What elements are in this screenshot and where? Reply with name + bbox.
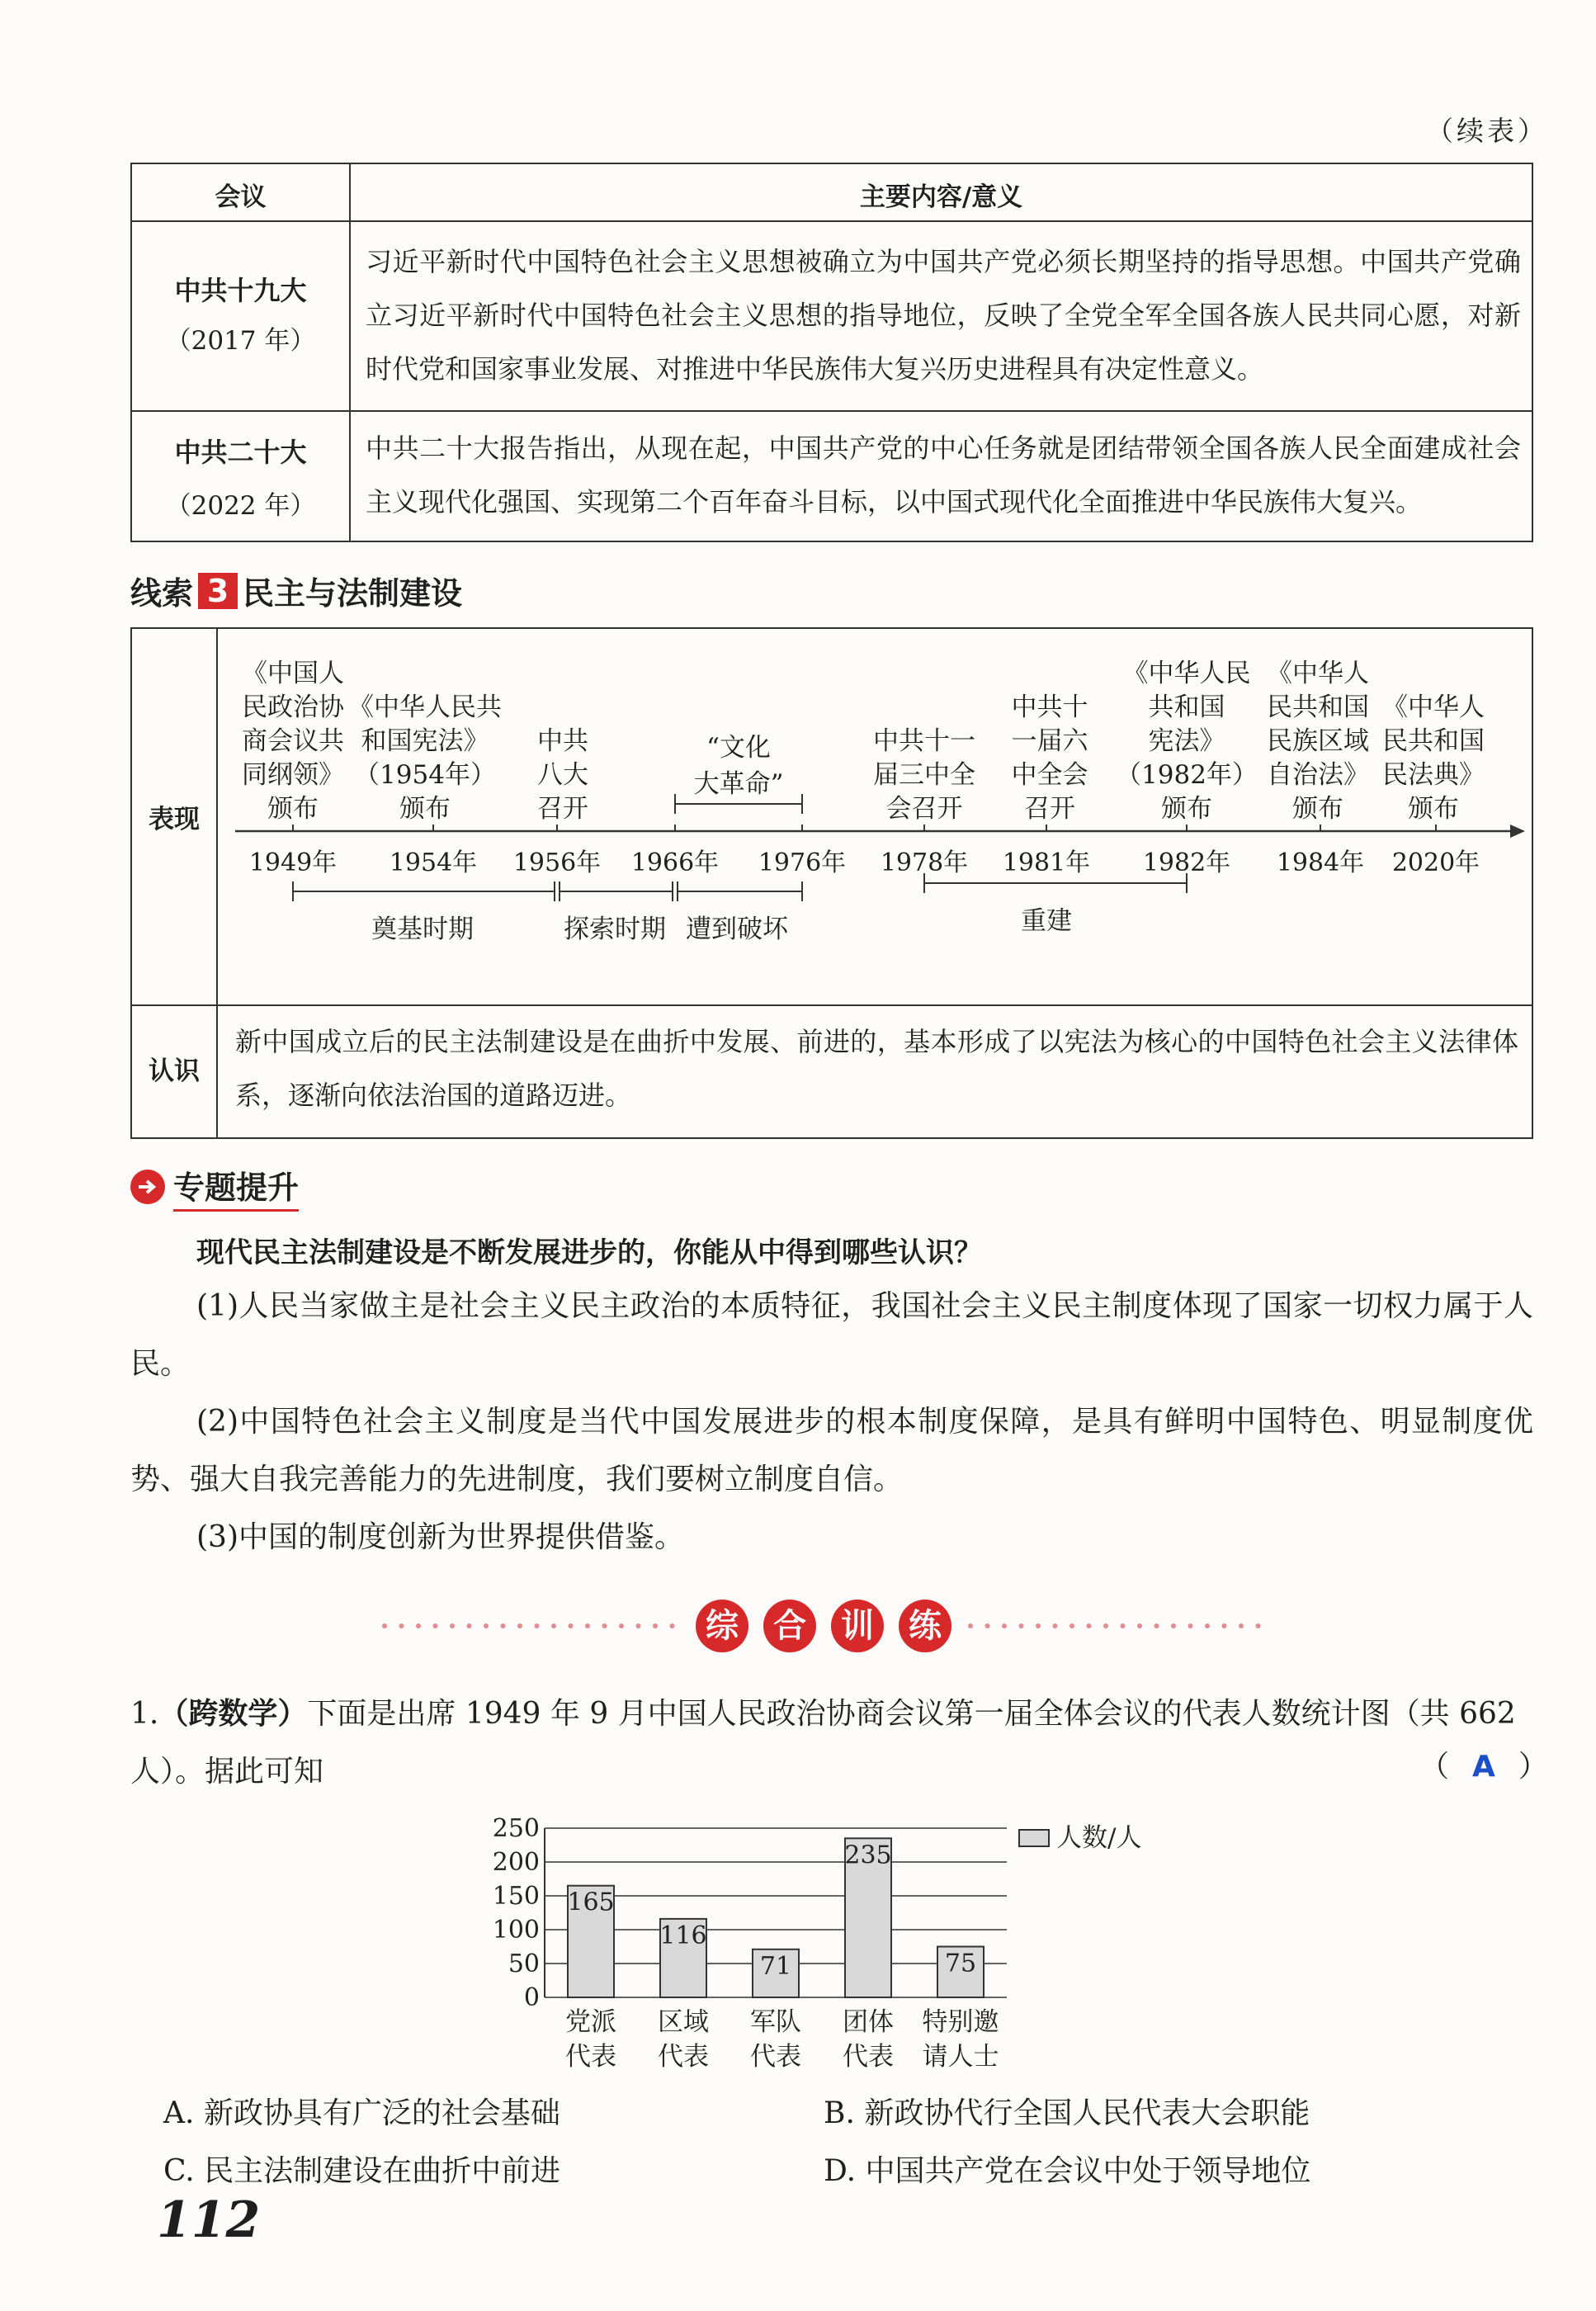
topic-point-2: (2)中国特色社会主义制度是当代中国发展进步的根本制度保障，是具有鲜明中国特色、明显制度优势、强大自我完善能力的先进制度，我们要树立制度自信。 xyxy=(130,1405,1533,1496)
dot-1-10 xyxy=(1137,1623,1142,1628)
legend-label: 人数/人 xyxy=(1056,1823,1142,1853)
meeting-name-19: 中共十九大 xyxy=(174,275,307,306)
dot-0-14 xyxy=(619,1623,624,1628)
dot-0-1 xyxy=(399,1623,404,1628)
event-cultural-revolution xyxy=(694,730,784,802)
row-label-performance: 表现 xyxy=(149,805,200,834)
event-6-line-2: 中全会 xyxy=(1011,760,1088,790)
dot-1-14 xyxy=(1205,1623,1210,1628)
topic-question: 现代民主法制建设是不断发展进步的，你能从中得到哪些认识？ xyxy=(196,1236,982,1269)
meeting-year-20: （2022 年） xyxy=(165,491,316,521)
dot-0-16 xyxy=(653,1623,658,1628)
event-0-line-4: 颁布 xyxy=(267,794,319,824)
event-1949 xyxy=(242,657,344,826)
section-prefix: 线索 xyxy=(130,575,194,612)
bar-label-3: 235 xyxy=(844,1841,892,1870)
dot-0-7 xyxy=(501,1623,506,1628)
y-tick-100: 100 xyxy=(492,1916,540,1945)
dot-0-13 xyxy=(602,1623,607,1628)
event-0-line-1: 民政治协 xyxy=(242,692,344,722)
category-4-0: 特别邀 xyxy=(922,2007,999,2037)
question-number: 1. xyxy=(130,1697,159,1731)
event-1-line-1: 和国宪法》 xyxy=(361,726,489,756)
event-9-line-3: 颁布 xyxy=(1408,794,1459,824)
event-1984 xyxy=(1267,657,1369,826)
event-7-line-2: 宪法》 xyxy=(1148,726,1225,756)
page-number: 112 xyxy=(157,2191,261,2249)
category-1-1: 代表 xyxy=(658,2042,709,2072)
period-destroyed: 遭到破坏 xyxy=(686,914,788,944)
meeting-table xyxy=(130,163,1533,542)
header-meeting: 会议 xyxy=(215,182,267,212)
banner-char-4: 练 xyxy=(899,1600,951,1652)
event-8-line-3: 自治法》 xyxy=(1267,760,1369,790)
question-tag: （跨数学） xyxy=(158,1697,308,1731)
topic-heading-text: 专题提升 xyxy=(173,1162,299,1212)
year-2020: 2020年 xyxy=(1391,848,1480,877)
section-name: 民主与法制建设 xyxy=(243,575,463,612)
event-2-line-1: 八大 xyxy=(537,760,588,790)
answer-open: （ xyxy=(1419,1750,1450,1784)
event-9-line-0: 《中华人 xyxy=(1382,692,1485,722)
year-1976: 1976年 xyxy=(758,848,847,877)
category-3-0: 团体 xyxy=(843,2007,894,2037)
year-1981: 1981年 xyxy=(1002,848,1091,877)
dot-1-12 xyxy=(1171,1623,1176,1628)
timeline-insight: 新中国成立后的民主法制建设是在曲折中发展、前进的，基本形成了以宪法为核心的中国特色社会主义法律体系，逐渐向依法治国的道路迈进。 xyxy=(235,1026,1518,1111)
cultural-revolution-line-2: 大革命” xyxy=(693,769,784,799)
event-0-line-3: 同纲领》 xyxy=(242,760,344,790)
year-1982: 1982年 xyxy=(1142,848,1231,877)
bar-label-2: 71 xyxy=(759,1951,792,1981)
dot-0-5 xyxy=(467,1623,472,1628)
event-8-line-1: 民共和国 xyxy=(1267,692,1369,722)
dot-1-15 xyxy=(1222,1623,1227,1628)
dot-1-11 xyxy=(1155,1623,1159,1628)
dot-1-2 xyxy=(1002,1623,1007,1628)
event-1-line-2: （1954年） xyxy=(354,760,496,790)
event-7-line-1: 共和国 xyxy=(1148,692,1225,722)
event-5-line-2: 会召开 xyxy=(885,794,963,824)
event-1982 xyxy=(1116,657,1258,826)
dot-0-8 xyxy=(517,1623,522,1628)
dot-0-9 xyxy=(535,1623,540,1628)
topic-heading xyxy=(130,1162,299,1212)
dot-0-10 xyxy=(551,1623,556,1628)
category-2-1: 代表 xyxy=(750,2042,801,2072)
row-label-insight: 认识 xyxy=(149,1056,200,1086)
event-8-line-4: 颁布 xyxy=(1292,794,1343,824)
meeting-name-20: 中共二十大 xyxy=(174,437,307,468)
category-3-1: 代表 xyxy=(843,2042,894,2072)
event-1-line-3: 颁布 xyxy=(399,794,451,824)
year-1978: 1978年 xyxy=(880,848,969,877)
option-d[interactable]: D. 中国共产党在会议中处于领导地位 xyxy=(824,2154,1311,2188)
y-tick-200: 200 xyxy=(492,1848,540,1877)
event-1978 xyxy=(873,725,975,826)
dot-1-1 xyxy=(985,1623,990,1628)
year-1956: 1956年 xyxy=(512,848,602,877)
topic-point-1: (1)人民当家做主是社会主义民主政治的本质特征，我国社会主义民主制度体现了国家一切权力属于人民。 xyxy=(130,1289,1533,1381)
year-1966: 1966年 xyxy=(630,848,720,877)
event-7-line-4: 颁布 xyxy=(1161,794,1212,824)
dot-1-9 xyxy=(1121,1623,1126,1628)
meeting-year-19: （2017 年） xyxy=(165,326,316,356)
event-1956 xyxy=(537,725,588,826)
event-1-line-0: 《中华人民共 xyxy=(348,692,502,722)
dot-0-0 xyxy=(382,1623,387,1628)
event-0-line-2: 商会议共 xyxy=(242,726,344,756)
event-7-line-0: 《中华人民 xyxy=(1122,659,1251,688)
event-1981 xyxy=(1012,691,1088,826)
event-0-line-0: 《中国人 xyxy=(242,659,344,688)
dot-0-6 xyxy=(484,1623,489,1628)
banner-char-1: 综 xyxy=(696,1600,748,1652)
dot-0-2 xyxy=(416,1623,421,1628)
event-9-line-1: 民共和国 xyxy=(1382,726,1485,756)
category-1-0: 区域 xyxy=(658,2007,709,2037)
banner-char-2: 合 xyxy=(763,1600,816,1652)
category-0-1: 代表 xyxy=(565,2042,616,2072)
y-tick-0: 0 xyxy=(523,1983,540,2012)
dot-0-17 xyxy=(670,1623,675,1628)
dot-1-4 xyxy=(1036,1623,1041,1628)
dot-1-8 xyxy=(1103,1623,1108,1628)
dot-1-7 xyxy=(1087,1623,1092,1628)
dot-1-0 xyxy=(968,1623,973,1628)
answer-value: A xyxy=(1472,1750,1495,1784)
dot-1-6 xyxy=(1070,1623,1074,1628)
bar-label-1: 116 xyxy=(659,1921,707,1950)
delegate-bar-chart xyxy=(479,1812,1238,2084)
timeline-table xyxy=(130,627,1533,1139)
cultural-revolution-line-1: “文化 xyxy=(706,733,771,763)
bar-label-0: 165 xyxy=(567,1888,615,1917)
y-tick-50: 50 xyxy=(508,1949,540,1978)
option-b[interactable]: B. 新政协代行全国人民代表大会职能 xyxy=(824,2096,1310,2130)
dot-1-17 xyxy=(1256,1623,1261,1628)
event-2-line-0: 中共 xyxy=(537,726,588,756)
event-2-line-2: 召开 xyxy=(537,794,588,824)
event-8-line-0: 《中华人 xyxy=(1267,659,1369,688)
category-4-1: 请人士 xyxy=(922,2042,999,2072)
event-8-line-2: 民族区域 xyxy=(1267,726,1369,756)
meeting-content-20: 中共二十大报告指出，从现在起，中国共产党的中心任务就是团结带领全国各族人民全面建成社会主义现代化强国、实现第二个百年奋斗目标，以中国式现代化全面推进中华民族伟大复兴。 xyxy=(366,432,1521,517)
section-number: 3 xyxy=(198,573,238,609)
continued-label: （续表） xyxy=(1426,115,1548,147)
training-banner xyxy=(0,1593,1596,1659)
event-5-line-0: 中共十一 xyxy=(873,726,975,756)
year-1954: 1954年 xyxy=(389,848,478,877)
dot-1-5 xyxy=(1053,1623,1058,1628)
meeting-content-19: 习近平新时代中国特色社会主义思想被确立为中国共产党必须长期坚持的指导思想。中国共产党确立习近平新时代中国特色社会主义思想的指导地位，反映了全党全军全国各族人民共同心愿，对新时代党和国家事业发展、对推进中华民族伟大复兴历史进程具有决定性意义。 xyxy=(366,246,1521,385)
event-9-line-2: 民法典》 xyxy=(1382,760,1485,790)
event-6-line-1: 一届六 xyxy=(1011,726,1088,756)
category-0-0: 党派 xyxy=(565,2007,616,2037)
option-a[interactable]: A. 新政协具有广泛的社会基础 xyxy=(163,2096,560,2130)
dot-0-12 xyxy=(585,1623,590,1628)
dot-0-15 xyxy=(636,1623,641,1628)
dot-0-3 xyxy=(433,1623,438,1628)
dot-1-13 xyxy=(1188,1623,1193,1628)
period-rebuild: 重建 xyxy=(1021,906,1072,936)
question-stem: 下面是出席 1949 年 9 月中国人民政治协商会议第一届全体会议的代表人数统计图（共 662 人）。据此可知 xyxy=(130,1697,1516,1789)
section-title xyxy=(130,568,462,613)
dot-0-4 xyxy=(450,1623,455,1628)
y-tick-150: 150 xyxy=(492,1882,540,1911)
arrow-right-icon xyxy=(130,1170,165,1204)
dot-1-16 xyxy=(1239,1623,1244,1628)
event-7-line-3: （1982年） xyxy=(1116,760,1258,790)
topic-point-3: (3)中国的制度创新为世界提供借鉴。 xyxy=(196,1520,684,1554)
bar-label-4: 75 xyxy=(944,1949,977,1978)
dot-divider-right xyxy=(966,1623,1271,1628)
event-2020 xyxy=(1382,691,1485,826)
event-5-line-1: 届三中全 xyxy=(873,760,975,790)
timeline-arrowhead xyxy=(1510,825,1525,838)
y-tick-250: 250 xyxy=(492,1814,540,1843)
option-c[interactable]: C. 民主法制建设在曲折中前进 xyxy=(163,2154,561,2188)
period-foundation: 奠基时期 xyxy=(371,914,474,944)
category-2-0: 军队 xyxy=(750,2007,801,2037)
event-1954 xyxy=(348,691,502,826)
header-content: 主要内容/意义 xyxy=(859,182,1023,212)
answer-close: ） xyxy=(1518,1750,1548,1784)
period-exploration: 探索时期 xyxy=(564,914,666,944)
dot-1-3 xyxy=(1019,1623,1024,1628)
question-1 xyxy=(130,1685,1533,1801)
banner-char-3: 训 xyxy=(831,1600,884,1652)
answer-bracket xyxy=(1419,1743,1548,1785)
year-1984: 1984年 xyxy=(1276,848,1365,877)
year-1949: 1949年 xyxy=(248,848,338,877)
event-6-line-3: 召开 xyxy=(1024,794,1075,824)
event-6-line-0: 中共十 xyxy=(1011,692,1088,722)
dot-divider-left xyxy=(380,1623,685,1628)
dot-0-11 xyxy=(569,1623,574,1628)
legend-swatch xyxy=(1019,1830,1049,1846)
